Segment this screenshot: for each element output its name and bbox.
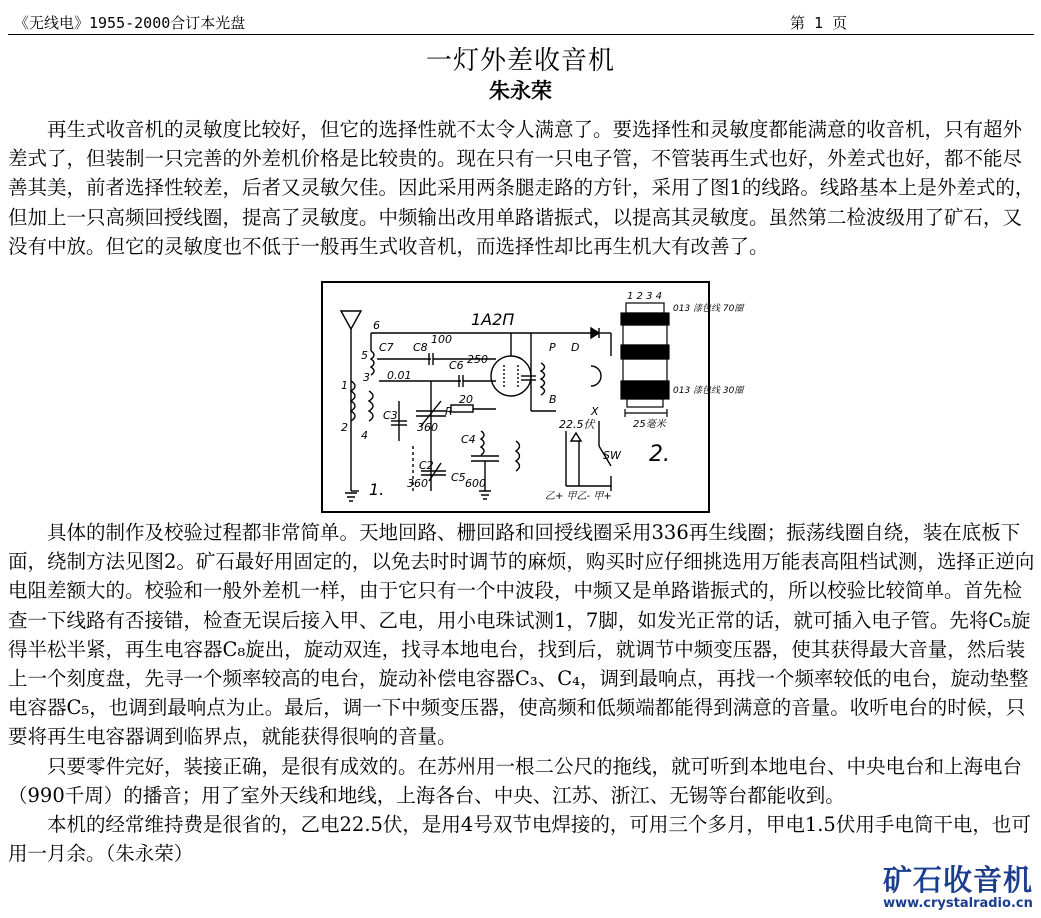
label-mm: 25毫米 bbox=[633, 419, 666, 430]
label-c2: C2 bbox=[419, 459, 434, 472]
label-c2-value-b: 360 bbox=[407, 477, 428, 490]
label-n2: 2 bbox=[341, 421, 348, 434]
label-sw: SW bbox=[603, 449, 621, 462]
watermark-logo bbox=[878, 858, 1038, 916]
label-b: B bbox=[549, 393, 557, 406]
label-c2-value: 360 bbox=[417, 421, 438, 434]
paragraph-3: 只要零件完好，装接正确，是很有成效的。在苏州用一根二公尺的拖线，就可听到本地电台、中央电台和上海电台（990千周）的播音；用了室外天线和地线，上海各台、中央、江苏、浙江、无锡等台都能收到。 bbox=[8, 754, 1023, 807]
label-c5-value: 600 bbox=[465, 477, 486, 490]
label-c6: C6 bbox=[449, 359, 464, 372]
header-page-number: 第 1 页 bbox=[790, 14, 848, 32]
label-winding-2: 013 漆包线 30圈 bbox=[673, 386, 744, 396]
label-c4: C4 bbox=[461, 433, 476, 446]
label-d: D bbox=[571, 341, 580, 354]
watermark-url: www.crystalradio.cn bbox=[883, 896, 1033, 911]
label-x: X bbox=[591, 405, 599, 418]
paragraph-2: 具体的制作及校验过程都非常简单。天地回路、栅回路和回授线圈采用336再生线圈；振荡线圈自绕，装在底板下面，绕制方法见图2。矿石最好用固定的，以免去时时调节的麻烦，购买时应仔细挑选用万能表高阻档试测，选择正逆向电阻差额大的。校验和一般外差机一样，由于它只有一个中波段，中频又是单路谐振式的，所以校验比较简单。首先检查一下线路有否接错，检查无误后接入甲、乙电，用小电珠试测1，7脚，如发光正常的话，就可插入电子管。先将C₅旋得半松半紧，再生电容器C₈旋出，旋动双连，找寻本地电台，找到后，就调节中频变压器，使其获得最大音量，然后装上一个刻度盘，先寻一个频率较高的电台，旋动补偿电容器C₃、C₄，调到最响点，再找一个频率较低的电台，旋动垫整电容器C₅，也调到最响点为止。最后，调一下中频变压器，使高频和低频端都能得到满意的音量。收听电台的时候，只要将再生电容器调到临界点，就能获得很响的音量。 bbox=[8, 521, 1035, 749]
label-p: P bbox=[549, 341, 556, 354]
label-n1: 1 bbox=[341, 379, 348, 392]
tube-label: 1A2Π bbox=[471, 310, 515, 329]
watermark-name: 矿石收音机 bbox=[882, 863, 1033, 897]
paragraph-1: 再生式收音机的灵敏度比较好，但它的选择性就不太令人满意了。要选择性和灵敏度都能满意的收音机，只有超外差式了，但装制一只完善的外差机价格是比较贵的。现在只有一只电子管，不管装再生式也好，外差式也好，都不能尽善其美，前者选择性较差，后者又灵敏欠佳。因此采用两条腿走路的方针，采用了图1的线路。线路基本上是外差式的，但加上一只高频回授线圈，提高了灵敏度。中频输出改用单路谐振式，以提高其灵敏度。虽然第二检波级用了矿石，又没有中放。但它的灵敏度也不低于一般再生式收音机，而选择性却比再生机大有改善了。 bbox=[8, 118, 1035, 258]
article-author: 朱永荣 bbox=[489, 78, 552, 103]
article-title: 一灯外差收音机 bbox=[425, 46, 615, 76]
label-c8-value: 100 bbox=[431, 333, 452, 346]
label-pins: 1 2 3 4 bbox=[627, 291, 662, 302]
header-source: 《无线电》1955-2000合订本光盘 bbox=[14, 14, 246, 32]
label-n6: 6 bbox=[373, 319, 380, 332]
figure-1-caption: 1. bbox=[369, 480, 385, 499]
label-voltage: 22.5伏 bbox=[559, 418, 595, 431]
label-battery: 乙+ 甲乙- 甲+ bbox=[545, 491, 612, 502]
header-divider bbox=[8, 34, 1034, 35]
label-c8: C8 bbox=[413, 341, 428, 354]
label-winding-1: 013 漆包线 70圈 bbox=[673, 304, 744, 314]
label-c1: 0.01 bbox=[387, 369, 412, 382]
label-r: R bbox=[445, 405, 453, 418]
label-c3: C3 bbox=[383, 409, 398, 422]
label-r-value: 20 bbox=[459, 393, 473, 406]
label-n4: 4 bbox=[361, 429, 368, 442]
article-body bbox=[8, 518, 1036, 868]
circuit-figure bbox=[321, 281, 744, 513]
label-c5: C5 bbox=[451, 471, 466, 484]
paragraph-intro bbox=[8, 115, 1036, 261]
paragraph-4: 本机的经常维持费是很省的，乙电22.5伏，是用4号双节电焊接的，可用三个多月，甲电1.5伏用手电筒干电，也可用一月余。（朱永荣） bbox=[8, 813, 1031, 866]
label-c6-value: 250 bbox=[467, 353, 488, 366]
label-c7: C7 bbox=[379, 341, 394, 354]
label-n5: 5 bbox=[361, 349, 368, 362]
label-n3: 3 bbox=[363, 371, 370, 384]
figure-2-caption: 2. bbox=[649, 442, 670, 467]
